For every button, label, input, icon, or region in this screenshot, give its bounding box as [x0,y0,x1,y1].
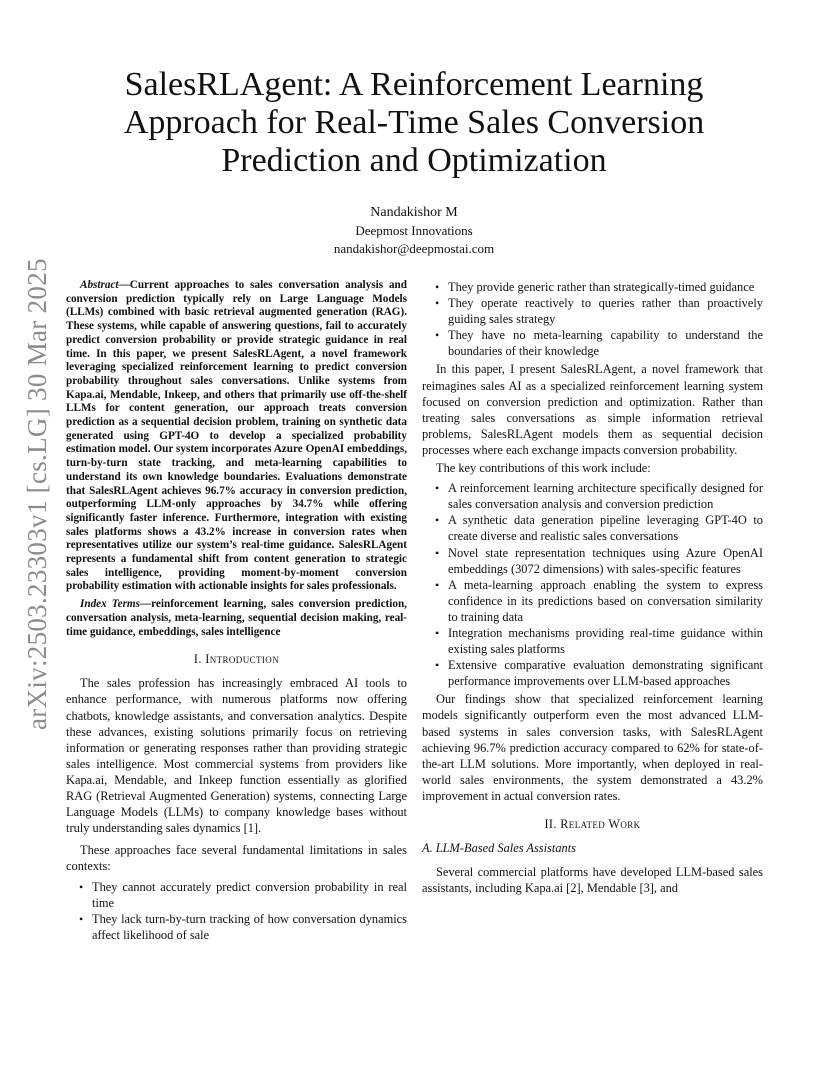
list-item-text: They provide generic rather than strategically-timed guidance [448,280,755,294]
author-affiliation: Deepmost Innovations [355,223,473,238]
paper-title [100,66,728,180]
subsection-heading: A. LLM-Based Sales Assistants [422,841,576,856]
left-column [66,279,407,945]
bullet-icon: • [79,911,84,926]
arxiv-identifier-stamp: arXiv:2503.23303v1 [cs.LG] 30 Mar 2025 [22,258,52,730]
bullet-icon: • [435,545,440,560]
list-item [422,295,763,327]
list-item [66,911,407,943]
bullet-icon: • [435,625,440,640]
bullet-icon: • [435,328,440,343]
related-work-paragraph: Several commercial platforms have developed LLM-based sales assistants, including Kapa.ai [2], Mendable [3], and [422,865,763,896]
author-block [200,203,628,258]
list-item [422,279,763,295]
contributions-intro: The key contributions of this work include: [436,461,651,476]
bullet-icon: • [435,481,440,496]
list-item-text: A reinforcement learning architecture specifically designed for sales conversation analysis and conversion prediction [448,481,763,512]
list-item [422,625,763,657]
index-terms [66,598,407,639]
index-terms-text: —reinforcement learning, sales conversion prediction, conversation analysis, meta-learning, sequential decision making, real-time guidance, embeddings, sales intelligence [66,598,407,638]
intro-paragraph: The sales profession has increasingly embraced AI tools to enhance performance, with numerous platforms now offering chatbots, knowledge assistants, and conversation analytics. Despite these advances, existing solutions primarily focus on retrieving information or generating responses rather than providing strategic sales intelligence. Most commercial systems from providers like Kapa.ai, Mendable, and Inkeep function essentially as glorified RAG (Retrieval Augmented Generation) systems, connecting Large Language Models (LLMs) to company knowledge bases without truly understanding sales dynamics [1]. [66,676,407,836]
author-email: nandakishor@deepmostai.com [333,241,495,256]
list-item-text: A synthetic data generation pipeline leveraging GPT-4O to create diverse and realistic sales conversations [448,513,763,544]
title-line: Approach for Real-Time Sales Conversion [123,104,705,141]
list-item [422,657,763,689]
bullet-icon: • [435,658,440,673]
list-item-text: They operate reactively to queries rather than proactively guiding sales strategy [448,296,763,327]
abstract [66,279,407,594]
list-item [422,545,763,577]
abstract-text: —Current approaches to sales conversation analysis and conversion prediction typically rely on Large Language Models (LLMs) combined with basic retrieval augmented generation (RAG). These systems, while capable of answering questions, fail to accurately predict conversion probability or provide strategic guidance in real time. In this paper, we present SalesRLAgent, a novel framework leveraging specialized reinforcement learning to predict conversion probability throughout sales conversations. Unlike systems from Kapa.ai, Mendable, Inkeep, and others that primarily use off-the-shelf LLMs for content generation, our approach treats conversion prediction as a sequential decision problem, training on synthetic data generated using GPT-4O to develop a specialized probability estimation model. Our system incorporates Azure OpenAI embeddings, turn-by-turn state tracking, and meta-learning capabilities to understand its own knowledge boundaries. Evaluations demonstrate that SalesRLAgent achieves 96.7% accuracy in conversion prediction, outperforming LLM-only approaches by 34.7% while offering significantly faster inference. Furthermore, integration with existing sales platforms shows a 43.2% increase in conversion rates when representatives utilize our system’s real-time guidance. SalesRLAgent represents a fundamental shift from content generation to strategic sales intelligence, providing moment-by-moment conversion probability estimation with actionable insights for sales professionals. [66,279,407,593]
list-item-text: Novel state representation techniques using Azure OpenAI embeddings (3072 dimensions) with sales-specific features [448,545,763,576]
contributions-list [422,480,763,689]
section-heading-introduction: I. Introduction [193,652,280,667]
limitations-list [66,879,407,943]
findings-paragraph: Our findings show that specialized reinforcement learning models significantly outperform even the most advanced LLM-based systems in sales conversion tasks, with SalesRLAgent achieving 96.7% prediction accuracy compared to 62% for state-of-the-art LLM solutions. More importantly, when deployed in real-world sales environments, the system demonstrated a 43.2% improvement in actual conversion rates. [422,692,763,803]
bullet-icon: • [435,577,440,592]
title-line: Prediction and Optimization [221,142,607,179]
author-name: Nandakishor M [370,205,458,220]
right-column [422,279,763,896]
list-item [422,512,763,544]
present-paragraph: In this paper, I present SalesRLAgent, a novel framework that reimagines sales AI as a specialized reinforcement learning system focused on conversion prediction and optimization. Rather than treating sales conversations as simple information retrieval problems, SalesRLAgent models them as sequential decision processes where each exchange impacts conversion probability. [422,362,763,457]
bullet-icon: • [435,513,440,528]
limitations-list-continued [422,279,763,359]
list-item [422,480,763,512]
list-item-text: Integration mechanisms providing real-time guidance within existing sales platforms [448,625,763,657]
bullet-icon: • [79,879,84,894]
title-line: SalesRLAgent: A Reinforcement Learning [124,66,704,103]
list-item-text: A meta-learning approach enabling the system to express confidence in its predictions based on conversation similarity to training data [448,577,763,624]
bullet-icon: • [435,280,440,294]
bullet-icon: • [435,296,440,311]
list-item-text: They have no meta-learning capability to understand the boundaries of their knowledge [448,328,763,359]
list-item [66,879,407,911]
index-terms-label: Index Terms [80,598,140,611]
intro-paragraph: These approaches face several fundamental limitations in sales contexts: [66,843,407,874]
abstract-label: Abstract [80,279,119,291]
list-item-text: Extensive comparative evaluation demonstrating significant performance improvements over LLM-based approaches [448,658,763,689]
list-item [422,327,763,359]
section-heading-related-work: II. Related Work [544,817,641,831]
list-item [422,577,763,625]
list-item-text: They lack turn-by-turn tracking of how conversation dynamics affect likelihood of sale [92,911,407,942]
list-item-text: They cannot accurately predict conversion probability in real time [92,879,407,910]
